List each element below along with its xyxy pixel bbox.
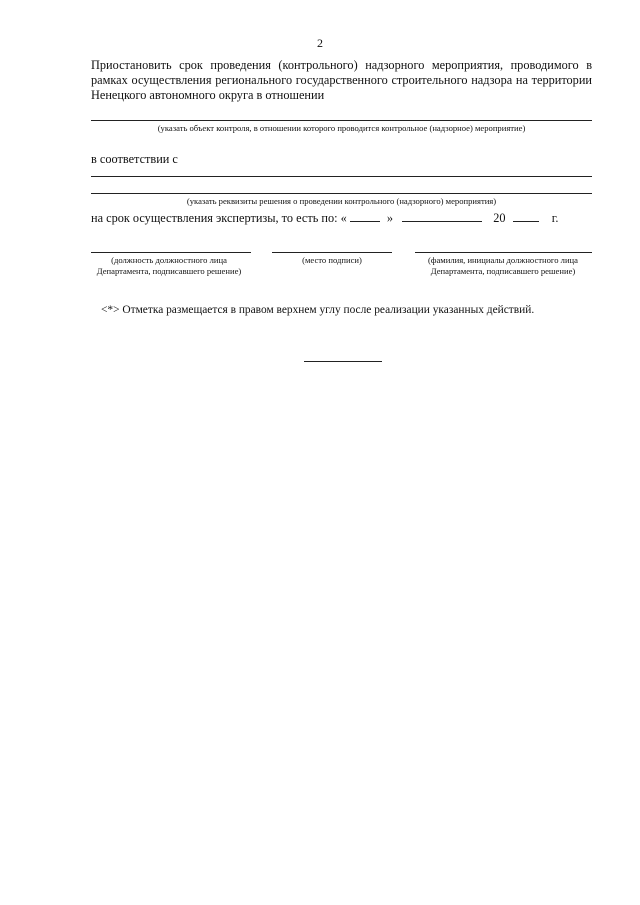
close-quote: » — [386, 211, 394, 225]
year-blank — [513, 210, 539, 222]
footnote: <*> Отметка размещается в правом верхнем углу после реализации указанных действий. — [101, 304, 535, 316]
object-line — [91, 120, 592, 121]
decision-caption: (указать реквизиты решения о проведении контрольного (надзорного) мероприятия) — [186, 196, 497, 206]
name-caption: (фамилия, инициалы должностного лица Департамента, подписавшего решение) — [428, 255, 578, 276]
century: 20 — [493, 211, 506, 225]
object-caption: (указать объект контроля, в отношении которого проводится контрольное (надзорное) мероприятие) — [157, 123, 526, 133]
term-line — [91, 210, 558, 226]
position-line — [91, 252, 251, 253]
month-blank — [402, 210, 482, 222]
term-prefix: на срок осуществления экспертизы, то есть по: — [91, 211, 338, 225]
place-caption: (место подписи) — [302, 255, 362, 265]
page-number: 2 — [317, 36, 323, 50]
name-line — [415, 252, 592, 253]
place-line — [272, 252, 392, 253]
decision-line-2 — [91, 193, 592, 194]
open-quote: « — [340, 211, 347, 225]
intro-paragraph: Приостановить срок проведения (контрольного) надзорного мероприятия, проводимого в рамках осуществления регионального государственного строительного надзора на территории Ненецкого автономного округа в отношении — [91, 58, 592, 102]
position-caption: (должность должностного лица Департамента, подписавшего решение) — [96, 255, 242, 276]
accordance-label: в соответствии с — [91, 152, 178, 166]
closing-rule — [304, 361, 382, 362]
year-suffix: г. — [551, 211, 559, 225]
decision-line-1 — [91, 176, 592, 177]
day-blank — [350, 210, 380, 222]
